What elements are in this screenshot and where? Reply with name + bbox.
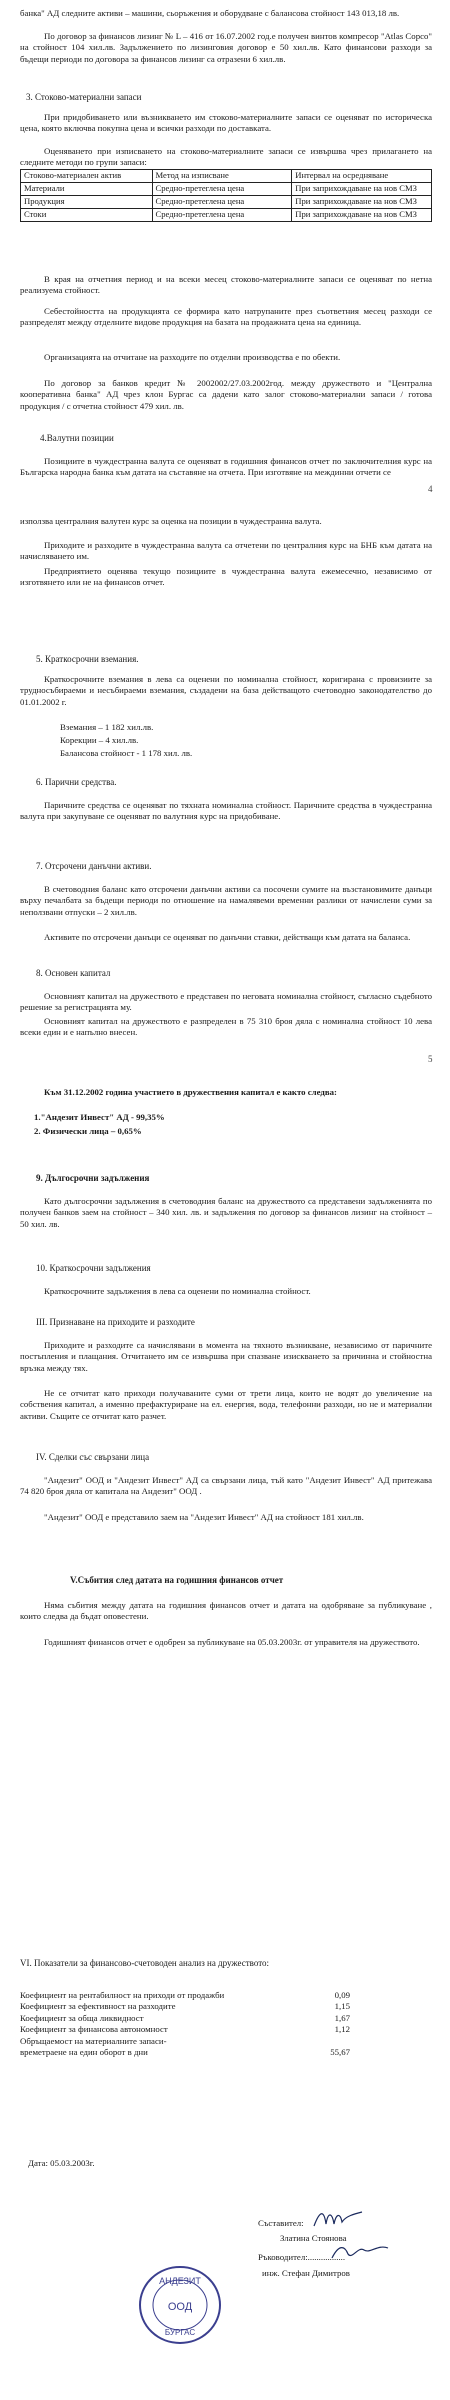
section-IV-heading: IV. Сделки със свързани лица bbox=[36, 1452, 150, 1462]
section-10-heading: 10. Краткосрочни задължения bbox=[36, 1263, 151, 1273]
table-cell: Средно-претеглена цена bbox=[152, 208, 292, 221]
manager-label: Ръководител:................. bbox=[258, 2252, 346, 2262]
section-V-paragraph-2: Годишният финансов отчет е одобрен за публикуване на 05.03.2003г. от управителя на дружеството. bbox=[44, 1637, 420, 1647]
ratio-row bbox=[20, 2013, 350, 2024]
page-number: 5 bbox=[428, 1054, 433, 1064]
section-4-heading: 4.Валутни позиции bbox=[40, 433, 114, 443]
company-stamp bbox=[120, 2260, 240, 2350]
financial-ratios-list bbox=[20, 1990, 350, 2059]
table-cell: Средно-претеглена цена bbox=[152, 195, 292, 208]
receivables-line: Вземания – 1 182 хил.лв. bbox=[60, 722, 154, 732]
ratio-row bbox=[20, 2001, 350, 2012]
document-date: Дата: 05.03.2003г. bbox=[28, 2158, 95, 2168]
svg-text:АНДЕЗИТ: АНДЕЗИТ bbox=[159, 2276, 201, 2286]
table-row bbox=[21, 195, 432, 208]
section-10-paragraph: Краткосрочните задължения в лева са оценени по номинална стойност. bbox=[44, 1286, 311, 1296]
ratio-value: 1,15 bbox=[334, 2001, 350, 2012]
manager-name: инж. Стефан Димитров bbox=[262, 2268, 350, 2278]
table-cell: Продукция bbox=[21, 195, 153, 208]
section-3-paragraph-2: Оценяването при изписването на стоково-материалните запаси се извършва чрез прилагането на следните методи по групи запаси: bbox=[20, 146, 432, 168]
section-6-heading: 6. Парични средства. bbox=[36, 777, 117, 787]
inventory-methods-table bbox=[20, 169, 432, 222]
section-4-paragraph-4: Предприятието оценява текущо позициите в чуждестранна валута ежемесечно, независимо от изготвянето или не на финансов отчет. bbox=[20, 566, 432, 588]
ratio-label: Коефициент на рентабилност на приходи от продажби bbox=[20, 1990, 225, 2000]
table-cell: При заприхождаване на нов СМЗ bbox=[292, 208, 432, 221]
table-cell: Материали bbox=[21, 182, 153, 195]
compiler-signature bbox=[310, 2206, 366, 2232]
leasing-paragraph: По договор за финансов лизинг № L – 416 от 16.07.2002 год.е получен винтов компресор "Atlas Copco" на стойност 104 хил.лв. Задължението по лизинговия договор е 50 хил.лв. Като финансови разходи за бъдещи периоди по договора за финансов лизинг са отразени 6 хил.лв. bbox=[20, 31, 432, 64]
table-header-cell: Метод на изписване bbox=[152, 170, 292, 183]
capital-participation-intro: Към 31.12.2002 година участието в дружествения капитал е както следва: bbox=[44, 1087, 337, 1097]
compiler-name: Златина Стоянова bbox=[280, 2233, 347, 2243]
table-row bbox=[21, 182, 432, 195]
ratio-row bbox=[20, 1990, 350, 2001]
ratio-label: Коефициент за финансова автономност bbox=[20, 2024, 168, 2035]
section-IV-paragraph-1: "Андезит" ООД и "Андезит Инвест" АД са свързани лица, тъй като "Андезит Инвест" АД притежава 74 820 броя дяла от капитала на Андезит" ООД . bbox=[20, 1475, 432, 1497]
page-number: 4 bbox=[428, 484, 433, 494]
section-5-heading: 5. Краткосрочни вземания. bbox=[36, 654, 139, 664]
section-V-paragraph-1: Няма събития между датата на годишния финансов отчет и датата на одобряване за публикуване , които следва да бъдат оповестени. bbox=[20, 1600, 432, 1622]
section-7-paragraph-1: В счетоводния баланс като отсрочени данъчни активи са посочени сумите на възстановимите данъци върху печалбата за бъдещи периоди по отношение на намалявеми временни разлики от начислени суми за неползвани отпуски – 2 хил.лв. bbox=[20, 884, 432, 917]
table-header-cell: Стоково-материален актив bbox=[21, 170, 153, 183]
section-III-heading: III. Признаване на приходите и разходите bbox=[36, 1317, 195, 1327]
section-9-heading: 9. Дългосрочни задължения bbox=[36, 1173, 150, 1183]
table-cell: При заприхождаване на нов СМЗ bbox=[292, 182, 432, 195]
table-row bbox=[21, 208, 432, 221]
ratio-label: Коефициент за обща ликвидност bbox=[20, 2012, 144, 2023]
corrections-line: Корекции – 4 хил.лв. bbox=[60, 735, 139, 745]
section-3-paragraph-5: Организацията на отчитане на разходите по отделни производства е по обекти. bbox=[44, 352, 341, 362]
table-cell: Средно-претеглена цена bbox=[152, 182, 292, 195]
ratio-value: 55,67 bbox=[330, 2047, 350, 2058]
section-8-paragraph-2: Основният капитал на дружеството е разпределен в 75 310 броя дяла с номинална стойност 10 лева всеки един и е напълно внесен. bbox=[20, 1016, 432, 1038]
section-III-paragraph-1: Приходите и разходите са начислявани в момента на тяхното възникване, независимо от паричните постъпления и плащания. Отчитането им се извършва при спазване изискването за причинна и стойностна връзка между тях. bbox=[20, 1340, 432, 1373]
section-7-paragraph-2: Активите по отсрочени данъци се оценяват по данъчни ставки, действащи към датата на баланса. bbox=[44, 932, 411, 942]
section-III-paragraph-2: Не се отчитат като приходи получаваните суми от трети лица, които не водят до увеличение на собствения капитал, а именно префактуриране на ел. енергия, вода, телефонни разходи, но не и материални активи. Същите се отчитат като разчет. bbox=[20, 1388, 432, 1421]
intro-paragraph: банка" АД следните активи – машини, сьоръжения и оборудване с балансова стойност 143 013,18 лв. bbox=[20, 8, 400, 18]
section-3-paragraph-3: В края на отчетния период и на всеки месец стоково-материалните запаси се оценяват по нетна реализуема стойност. bbox=[20, 274, 432, 296]
section-4-paragraph-1: Позициите в чуждестранна валута се оценяват в годишния финансов отчет по заключителния курс на Българска народна банка към датата на съставяне на отчета. При изготвяне на междинни отчети се bbox=[20, 456, 432, 478]
svg-text:БУРГАС: БУРГАС bbox=[164, 2328, 196, 2337]
table-header-row bbox=[21, 170, 432, 183]
ratio-row bbox=[20, 2036, 350, 2047]
ratio-value: 0,09 bbox=[334, 1990, 350, 2000]
section-7-heading: 7. Отсрочени данъчни активи. bbox=[36, 861, 152, 871]
section-3-paragraph-6: По договор за банков кредит № 2002002/27.03.2002год. между дружеството и "Централна кооперативна банка" АД чрез клон Бургас са дадени като залог стоково-материални запаси / готова продукция / с отчетна стойност 479 хил. лв. bbox=[20, 378, 432, 411]
section-3-heading: 3. Стоково-материални запаси bbox=[26, 92, 142, 102]
ratio-value: 1,67 bbox=[334, 2012, 350, 2023]
section-6-paragraph: Паричните средства се оценяват по тяхната номинална стойност. Паричните средства в чуждестранна валута при закупуване се оценяват по валутния курс на придобиване. bbox=[20, 800, 432, 822]
ratio-row bbox=[20, 2047, 350, 2058]
table-cell: Стоки bbox=[21, 208, 153, 221]
svg-text:ООД: ООД bbox=[167, 2301, 193, 2313]
table-cell: При заприхождаване на нов СМЗ bbox=[292, 195, 432, 208]
section-4-paragraph-3: Приходите и разходите в чуждестранна валута са отчетени по централния курс на БНБ към датата на начисляването им. bbox=[20, 540, 432, 562]
section-8-heading: 8. Основен капитал bbox=[36, 968, 111, 978]
ratio-value: 1,12 bbox=[334, 2024, 350, 2035]
ratio-label: Коефициент за ефективност на разходите bbox=[20, 2001, 176, 2012]
manager-signature bbox=[330, 2240, 390, 2264]
section-3-paragraph-4: Себестойността на продукцията се формира като натрупаните през съответния месец разходи се разпределят между отделните видове продукция на базата на продажната цена на единица. bbox=[20, 306, 432, 328]
shareholder-line: 2. Физически лица – 0,65% bbox=[34, 1126, 142, 1136]
ratio-row bbox=[20, 2024, 350, 2035]
section-VI-heading: VI. Показатели за финансово-счетоводен анализ на дружеството: bbox=[20, 1958, 270, 1968]
section-9-paragraph: Като дългосрочни задължения в счетоводния баланс на дружеството са представени задълженията по получен банков заем на стойност – 340 хил. лв. и задължения по договор за финансов лизинг на стойност – 50 хил. лв. bbox=[20, 1196, 432, 1229]
ratio-label: Обръщаемост на материалните запаси- bbox=[20, 2035, 167, 2046]
section-V-heading: V.Събития след датата на годишния финансов отчет bbox=[70, 1575, 284, 1585]
balance-value-line: Балансова стойност - 1 178 хил. лв. bbox=[60, 748, 193, 758]
table-header-cell: Интервал на осредняване bbox=[292, 170, 432, 183]
section-8-paragraph-1: Основният капитал на дружеството е представен по неговата номинална стойност, съгласно съдебното решение за регистрацията му. bbox=[20, 991, 432, 1013]
section-4-paragraph-2: използва централния валутен курс за оценка на позиции в чуждестранна валута. bbox=[20, 516, 322, 526]
section-IV-paragraph-2: "Андезит" ООД е представило заем на "Андезит Инвест" АД на стойност 181 хил.лв. bbox=[44, 1512, 364, 1522]
shareholder-line: 1."Андезит Инвест" АД - 99,35% bbox=[34, 1112, 165, 1122]
section-3-paragraph-1: При придобиването или възникването им стоково-материалните запаси се оценяват по историческа цена, която включва покупна цена и всички разходи по доставката. bbox=[20, 112, 432, 134]
section-5-paragraph: Краткосрочните вземания в лева са оценени по номинална стойност, коригирана с провизиите за трудносъбираеми и несъбираеми вземания, създадени на база действащото счетоводно законодателство до 01.01.2002 г. bbox=[20, 674, 432, 707]
ratio-label: времетраене на един оборот в дни bbox=[20, 2047, 148, 2058]
compiler-label: Съставител: bbox=[258, 2218, 304, 2228]
